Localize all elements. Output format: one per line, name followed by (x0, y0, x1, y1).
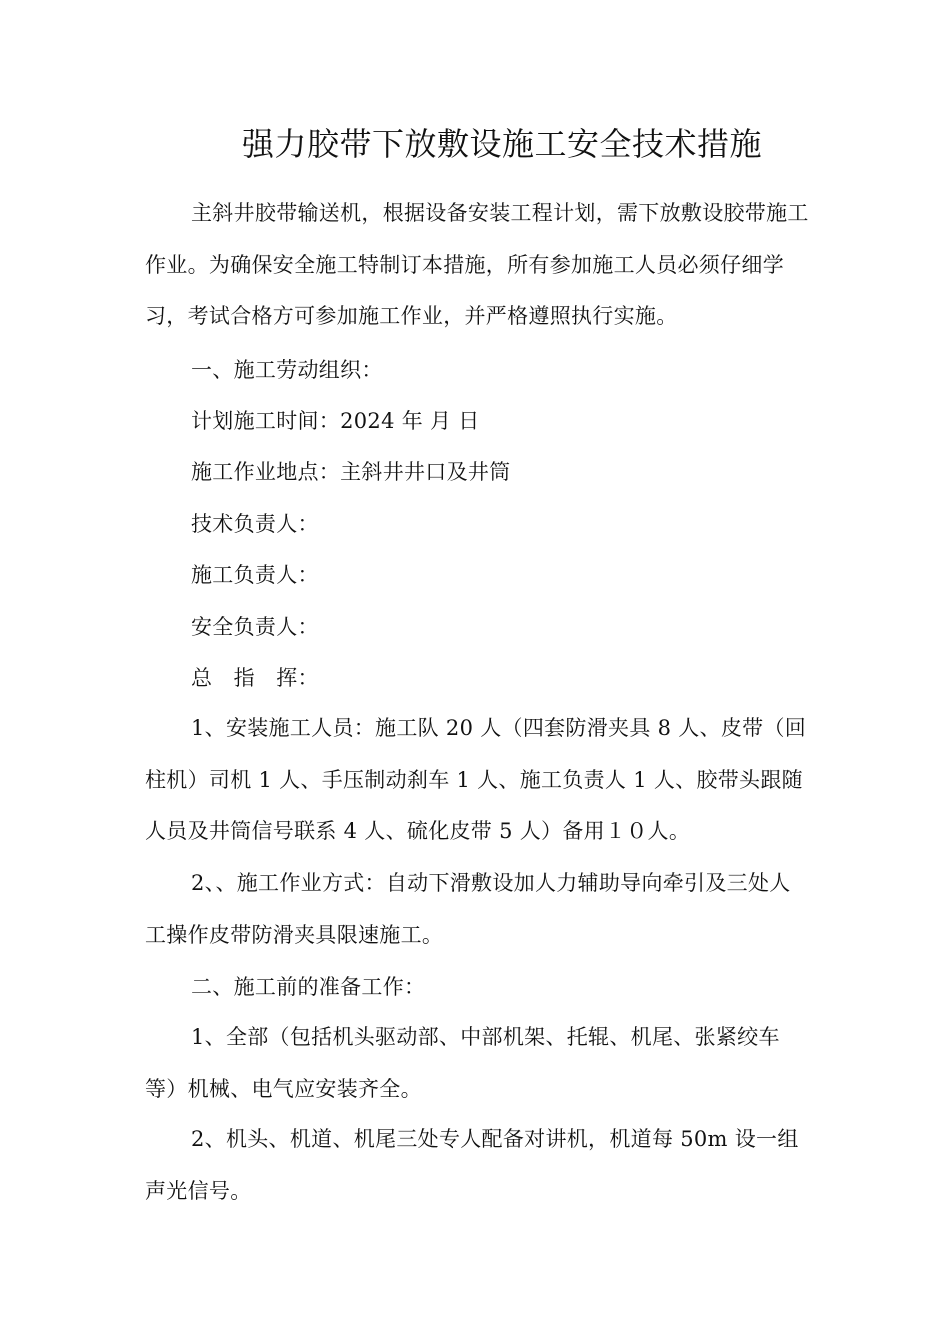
method-text: 2、、施工作业方式：自动下滑敷设加人力辅助导向牵引及三处人工操作皮带防滑夹具限速施工。 (145, 871, 791, 947)
safety-lead-line: 安全负责人： (191, 615, 319, 639)
staffing-text: 1、安装施工人员：施工队 20 人（四套防滑夹具 8 人、皮带（回柱机）司机 1 人、手压制动刹车 1 人、施工负责人 1 人、胶带头跟随人员及井筒信号联系 4 人、硫化皮带 5 人）备用１０人。 (145, 716, 807, 843)
schedule-line: 计划施工时间：2024 年 月 日 (191, 409, 480, 433)
prep1-paragraph (145, 1012, 810, 1115)
intro-paragraph (145, 188, 810, 343)
construction-lead-line: 施工负责人： (191, 563, 319, 587)
method-paragraph (145, 858, 810, 961)
intro-text: 主斜井胶带输送机，根据设备安装工程计划，需下放敷设胶带施工作业。为确保安全施工特制订本措施，所有参加施工人员必须仔细学习，考试合格方可参加施工作业，并严格遵照执行实施。 (145, 201, 809, 328)
prep1-text: 1、全部（包括机头驱动部、中部机架、托辊、机尾、张紧绞车等）机械、电气应安装齐全。 (145, 1025, 780, 1101)
location-line: 施工作业地点：主斜井井口及井筒 (191, 460, 511, 484)
tech-lead-line: 技术负责人： (191, 512, 319, 536)
prep2-text: 2、机头、机道、机尾三处专人配备对讲机，机道每 50m 设一组声光信号。 (145, 1127, 799, 1203)
section1-heading: 一、施工劳动组织： (191, 358, 383, 382)
staffing-paragraph (145, 703, 810, 858)
document-title: 强力胶带下放敷设施工安全技术措施 (242, 125, 763, 163)
section2-heading: 二、施工前的准备工作： (191, 975, 426, 999)
prep2-paragraph (145, 1114, 810, 1217)
commander-line: 总 指 挥： (191, 666, 319, 690)
